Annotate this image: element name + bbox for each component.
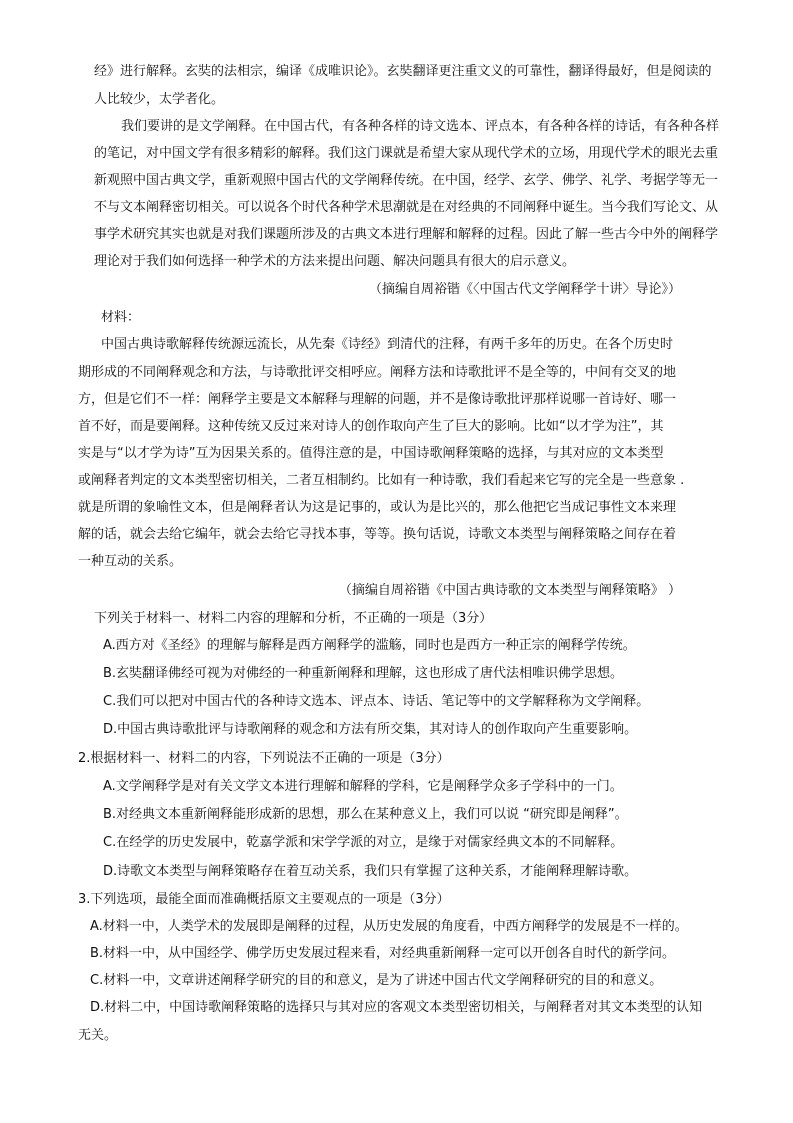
source-citation: （摘编自周裕锴《中国古典诗歌的文本类型与阐释策略》 ） — [338, 583, 681, 598]
text-line: 人比较少，太学者化。 — [94, 92, 225, 107]
question-option: C.我们可以把对中国古代的各种诗文选本、评点本、诗话、笔记等中的文学解释称为文学阐释。 — [103, 694, 650, 709]
question-stem: 3.下列选项，最能全面而准确概括原文主要观点的一项是（3分） — [78, 892, 450, 907]
text-line: 或阐释者判定的文本类型密切相关，二者互相制约。比如有一种诗歌，我们看起来它写的完全是一些意象 . — [78, 473, 685, 488]
text-line: 就是所谓的象喻性文本，但是阐释者认为这是记事的，或认为是比兴的，那么他把它当成记事性文本来理 — [78, 500, 677, 515]
question-option: B.材料一中，从中国经学、佛学历史发展过程来看，对经典重新阐释一定可以开创各自时代的新学问。 — [90, 946, 676, 961]
question-option: D.诗歌文本类型与阐释策略存在着互动关系，我们只有掌握了这种关系，才能阐释理解诗歌。 — [103, 864, 638, 879]
text-line: 我们要讲的是文学阐释。在中国古代，有各种各样的诗文选本、评点本，有各种各样的诗话，有各种各样 — [121, 119, 720, 134]
text-line: 事学术研究其实也就是对我们课题所涉及的古典文本进行理解和解释的过程。因此了解一些古今中外的阐释学 — [94, 227, 719, 242]
text-line: 解的话，就会去给它编年，就会去给它寻找本事，等等。换句话说，诗歌文本类型与阐释策略之间存在着 — [78, 527, 677, 542]
question-stem: 下列关于材料一、材料二内容的理解和分析，不正确的一项是（3分） — [94, 611, 493, 626]
text-line: 中国古典诗歌解释传统源远流长，从先秦《诗经》到清代的注释，有两千多年的历史。在各个历史时 — [101, 337, 674, 352]
text-line: 经》进行解释。玄奘的法相宗，编译《成唯识论》。玄奘翻译更注重文义的可靠性，翻译得最好，但是阅读的 — [94, 64, 712, 79]
question-option: D.材料二中，中国诗歌阐释策略的选择只与其对应的客观文本类型密切相关，与阐释者对其文本类型的认知 — [90, 1000, 703, 1015]
question-option: 无关。 — [78, 1028, 118, 1043]
question-option: A.材料一中，人类学术的发展即是阐释的过程，从历史发展的角度看，中西方阐释学的发展是不一样的。 — [90, 919, 688, 934]
question-option: C.材料一中，文章讲述阐释学研究的目的和意义，是为了讲述中国古代文学阐释研究的目的和意义。 — [90, 973, 663, 988]
material-label: 材料： — [101, 310, 141, 325]
text-line: 的笔记，对中国文学有很多精彩的解释。我们这门课就是希望大家从现代学术的立场，用现代学术的眼光去重 — [94, 146, 719, 161]
question-option: B.玄奘翻译佛经可视为对佛经的一种重新阐释和理解，这也形成了唐代法相唯识佛学思想。 — [103, 666, 624, 681]
text-line: 一种互动的关系。 — [78, 554, 183, 569]
text-line: 首不好，而是要阐释。这种传统又反过来对诗人的创作取向产生了巨大的影响。比如“以才学为注”，其 — [78, 419, 664, 434]
source-citation: （摘编自周裕锴《〈中国古代文学阐释学十讲〉导论》） — [368, 282, 681, 297]
question-option: D.中国古典诗歌批评与诗歌阐释的观念和方法有所交集，其对诗人的创作取向产生重要影响。 — [103, 722, 638, 737]
question-stem: 2.根据材料一、材料二的内容，下列说法不正确的一项是（3分） — [78, 751, 450, 766]
text-line: 方，但是它们不一样：阐释学主要是文本解释与理解的问题，并不是像诗歌批评那样说哪一首诗好、哪一 — [78, 392, 677, 407]
text-line: 不与文本阐释密切相关。可以说各个时代各种学术思潮就是在对经典的不同阐释中诞生。当今我们写论文、从 — [94, 200, 719, 215]
question-option: B.对经典文本重新阐释能形成新的思想，那么在某种意义上，我们可以说 “研究即是阐释”。 — [103, 807, 628, 822]
text-line: 理论对于我们如何选择一种学术的方法来提出问题、解决问题具有很大的启示意义。 — [94, 254, 576, 269]
question-option: C.在经学的历史发展中，乾嘉学派和宋学学派的对立，是缘于对儒家经典文本的不同解释。 — [103, 835, 624, 850]
question-option: A.西方对《圣经》的理解与解释是西方阐释学的滥觞，同时也是西方一种正宗的阐释学传统。 — [103, 638, 636, 653]
question-option: A.文学阐释学是对有关文学文本进行理解和解释的学科，它是阐释学众多子学科中的一门。 — [103, 779, 623, 794]
text-line: 期形成的不同阐释观念和方法，与诗歌批评交相呼应。阐释方法和诗歌批评不是全等的，中间有交叉的地 — [78, 365, 677, 380]
text-line: 新观照中国古典文学，重新观照中国古代的文学阐释传统。在中国，经学、玄学、佛学、礼学、考据学等无一 — [94, 173, 719, 188]
text-line: 实是与“以才学为诗”互为因果关系的。值得注意的是，中国诗歌阐释策略的选择，与其对应的文本类型 — [78, 446, 664, 461]
